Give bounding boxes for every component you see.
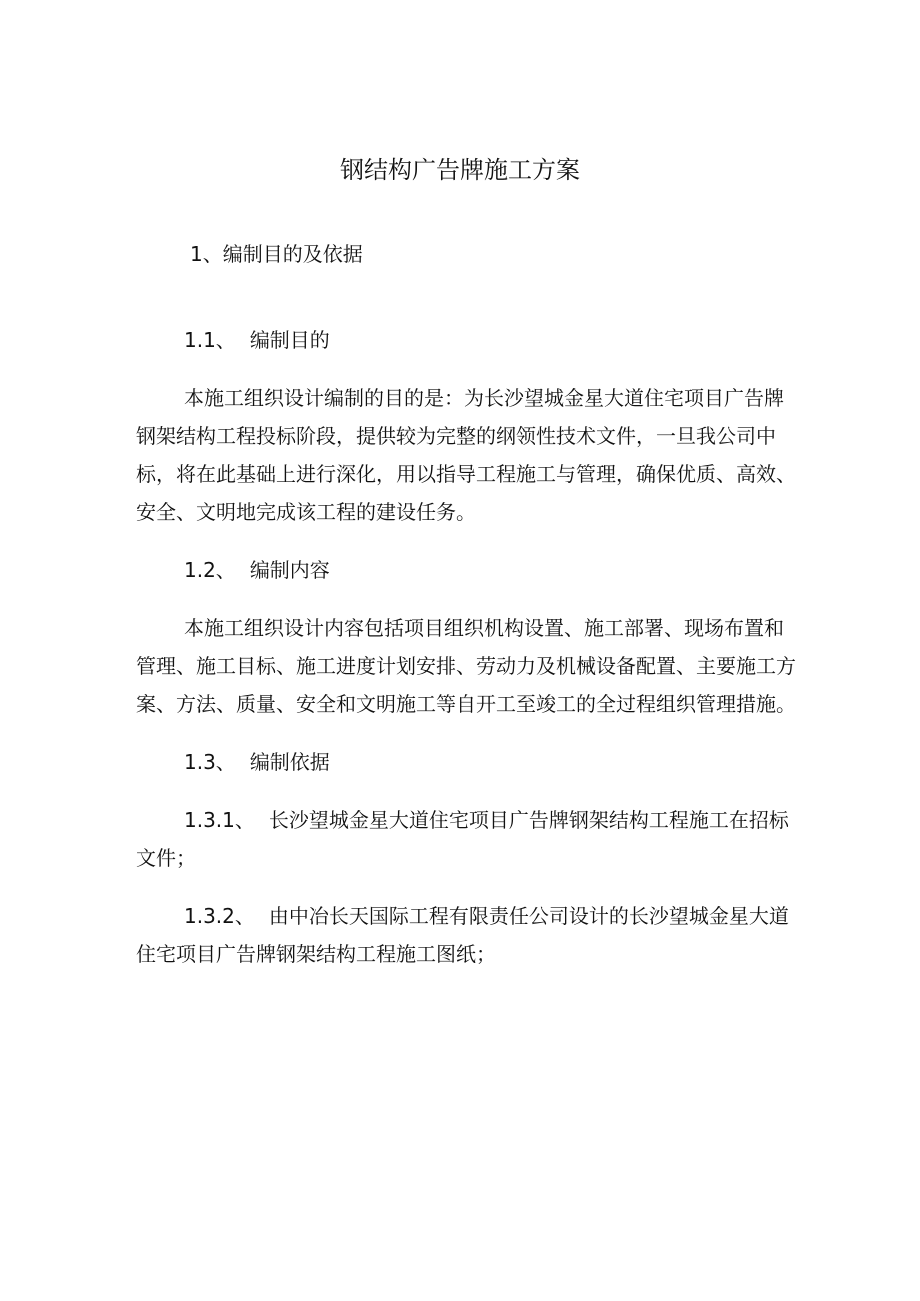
subsection-heading-1-2 [136,551,796,589]
clause-number-1-3-1: 1.3.1、 [184,808,255,832]
subsection-title-1-1: 编制目的 [249,328,330,352]
section-heading-1: 1、编制目的及依据 [190,242,363,266]
subsection-number-1-1: 1.1、 [184,328,236,352]
clause-1-3-1 [136,801,796,877]
paragraph-1-1: 本施工组织设计编制的目的是：为长沙望城金星大道住宅项目广告牌钢架结构工程投标阶段，提供较为完整的纲领性技术文件，一旦我公司中标，将在此基础上进行深化，用以指导工程施工与管理，确保优质、高效、安全、文明地完成该工程的建设任务。 [136,386,796,524]
subsection-heading-1-1 [136,321,796,359]
clause-text-1-3-1: 长沙望城金星大道住宅项目广告牌钢架结构工程施工在招标文件； [136,808,789,870]
subsection-title-1-3: 编制依据 [249,750,330,774]
document-title: 钢结构广告牌施工方案 [340,156,580,184]
subsection-title-1-2: 编制内容 [249,558,330,582]
subsection-heading-1-3 [136,743,796,781]
clause-text-1-3-2: 由中冶长天国际工程有限责任公司设计的长沙望城金星大道住宅项目广告牌钢架结构工程施工图纸； [136,904,789,966]
subsection-number-1-2: 1.2、 [184,558,236,582]
document-body [136,321,796,993]
clause-number-1-3-2: 1.3.2、 [184,904,255,928]
paragraph-1-2: 本施工组织设计内容包括项目组织机构设置、施工部署、现场布置和管理、施工目标、施工进度计划安排、劳动力及机械设备配置、主要施工方案、方法、质量、安全和文明施工等自开工至竣工的全过程组织管理措施。 [136,616,796,716]
clause-1-3-2 [136,897,796,973]
subsection-number-1-3: 1.3、 [184,750,236,774]
